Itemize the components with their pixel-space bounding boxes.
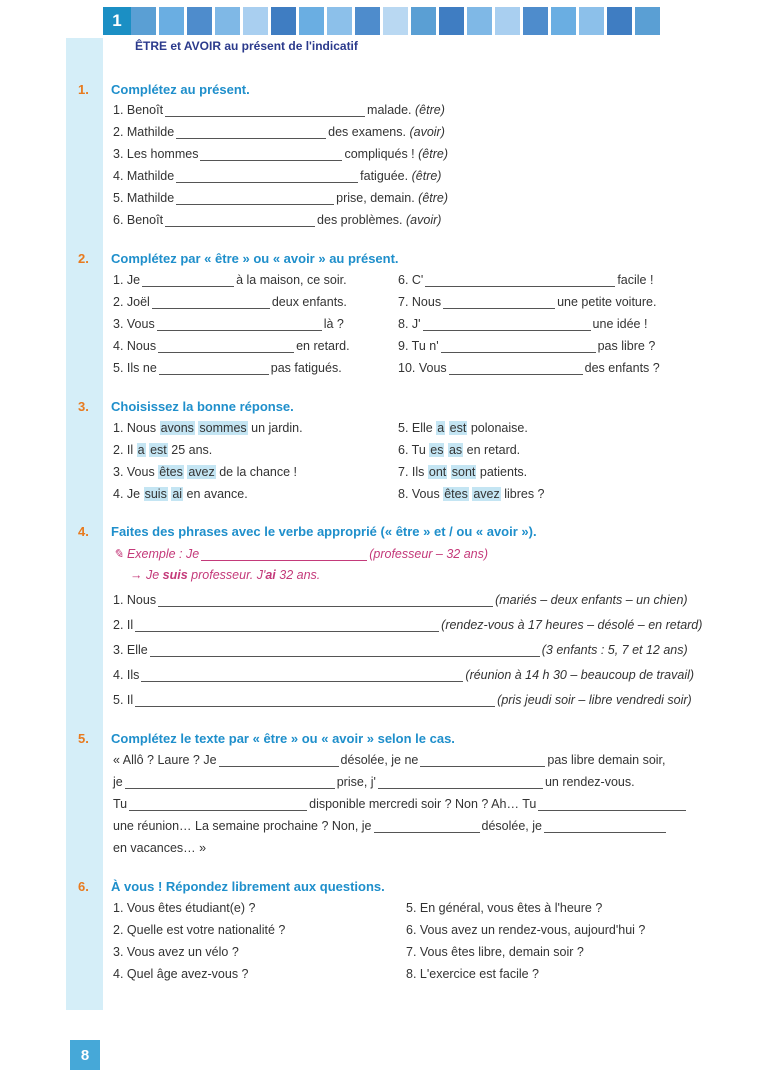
- choice-option[interactable]: sont: [451, 465, 476, 479]
- question-item: 5. En général, vous êtes à l'heure ?: [406, 901, 603, 915]
- exercise-instruction: Faites des phrases avec le verbe approprié (« être » et / ou « avoir »).: [111, 524, 537, 539]
- exercise-item: 1. Je à la maison, ce soir.: [113, 273, 347, 287]
- exercise-item: 9. Tu n' pas libre ?: [398, 339, 656, 353]
- question-item: 8. L'exercice est facile ?: [406, 967, 540, 981]
- choice-option[interactable]: êtes: [159, 465, 183, 479]
- exercise-number: 6.: [78, 879, 89, 894]
- choice-option[interactable]: avez: [188, 465, 215, 479]
- exercise-number: 1.: [78, 82, 89, 97]
- exercise-number: 3.: [78, 399, 89, 414]
- exercise-item: 5. Mathilde prise, demain. (être): [113, 191, 449, 205]
- exercise-item: 7. Ils ont sont patients.: [398, 465, 528, 479]
- choice-option[interactable]: ont: [428, 465, 447, 479]
- choice-option[interactable]: es: [430, 443, 444, 457]
- choice-option[interactable]: suis: [144, 487, 167, 501]
- pencil-icon: ✎: [113, 547, 127, 561]
- exercise-instruction: À vous ! Répondez librement aux questions.: [111, 879, 385, 894]
- exercise-item: 4. Mathilde fatiguée. (être): [113, 169, 442, 183]
- page-number: 8: [70, 1040, 100, 1070]
- exercise-instruction: Complétez au présent.: [111, 82, 250, 97]
- exercise-item: 3. Elle (3 enfants : 5, 7 et 12 ans): [113, 643, 688, 657]
- choice-option[interactable]: a: [437, 421, 445, 435]
- exercise-number: 5.: [78, 731, 89, 746]
- text-line: « Allô ? Laure ? Je désolée, je ne pas libre demain soir,: [113, 753, 666, 767]
- question-item: 6. Vous avez un rendez-vous, aujourd'hui ?: [406, 923, 646, 937]
- exercise-item: 2. Il a est 25 ans.: [113, 443, 213, 457]
- choice-option[interactable]: as: [448, 443, 463, 457]
- question-item: 2. Quelle est votre nationalité ?: [113, 923, 286, 937]
- choice-option[interactable]: avons: [160, 421, 194, 435]
- header-strip: [103, 7, 660, 35]
- exercise-item: 6. C' facile !: [398, 273, 654, 287]
- exercise-item: 8. Vous êtes avez libres ?: [398, 487, 545, 501]
- choice-option[interactable]: avez: [473, 487, 500, 501]
- exercise-item: 1. Nous avons sommes un jardin.: [113, 421, 303, 435]
- exercise-number: 4.: [78, 524, 89, 539]
- choice-option[interactable]: est: [150, 443, 167, 457]
- exercise-item: 5. Elle a est polonaise.: [398, 421, 528, 435]
- exercise-item: 2. Joël deux enfants.: [113, 295, 347, 309]
- question-item: 1. Vous êtes étudiant(e) ?: [113, 901, 256, 915]
- exercise-item: 5. Ils ne pas fatigués.: [113, 361, 342, 375]
- exercise-item: 7. Nous une petite voiture.: [398, 295, 657, 309]
- exercise-item: 5. Il (pris jeudi soir – libre vendredi soir): [113, 693, 692, 707]
- exercise-item: 3. Vous êtes avez de la chance !: [113, 465, 298, 479]
- exercise-item: 6. Tu es as en retard.: [398, 443, 521, 457]
- exercise-item: 1. Benoît malade. (être): [113, 103, 445, 117]
- choice-option[interactable]: a: [137, 443, 145, 457]
- exercise-instruction: Complétez le texte par « être » ou « avoir » selon le cas.: [111, 731, 455, 746]
- exercise-item: 4. Je suis ai en avance.: [113, 487, 248, 501]
- question-item: 4. Quel âge avez-vous ?: [113, 967, 249, 981]
- exercise-item: 3. Vous là ?: [113, 317, 344, 331]
- exercise-item: 3. Les hommes compliqués ! (être): [113, 147, 449, 161]
- exercise-item: 1. Nous (mariés – deux enfants – un chien): [113, 593, 688, 607]
- question-item: 7. Vous êtes libre, demain soir ?: [406, 945, 584, 959]
- text-line: en vacances… »: [113, 841, 207, 855]
- choice-option[interactable]: est: [449, 421, 467, 435]
- exercise-item: 2. Il (rendez-vous à 17 heures – désolé – en retard): [113, 618, 703, 632]
- example-answer: → Je suis professeur. J' ai 32 ans.: [130, 568, 321, 582]
- example-line: ✎ Exemple : Je (professeur – 32 ans): [113, 547, 489, 561]
- exercise-item: 6. Benoît des problèmes. (avoir): [113, 213, 442, 227]
- choice-option[interactable]: ai: [172, 487, 183, 501]
- chapter-subtitle: ÊTRE et AVOIR au présent de l'indicatif: [135, 39, 358, 53]
- text-line: une réunion… La semaine prochaine ? Non, je désolée, je: [113, 819, 668, 833]
- choice-option[interactable]: sommes: [199, 421, 247, 435]
- exercise-item: 4. Ils (réunion à 14 h 30 – beaucoup de travail): [113, 668, 695, 682]
- exercise-item: 8. J' une idée !: [398, 317, 648, 331]
- exercise-item: 10. Vous des enfants ?: [398, 361, 660, 375]
- exercise-number: 2.: [78, 251, 89, 266]
- exercise-instruction: Complétez par « être » ou « avoir » au présent.: [111, 251, 399, 266]
- chapter-number: 1: [103, 7, 131, 35]
- choice-option[interactable]: êtes: [444, 487, 468, 501]
- exercise-instruction: Choisissez la bonne réponse.: [111, 399, 294, 414]
- exercise-item: 2. Mathilde des examens. (avoir): [113, 125, 445, 139]
- text-line: Tu disponible mercredi soir ? Non ? Ah… Tu: [113, 797, 688, 811]
- text-line: je prise, j' un rendez-vous.: [113, 775, 635, 789]
- exercise-item: 4. Nous en retard.: [113, 339, 350, 353]
- question-item: 3. Vous avez un vélo ?: [113, 945, 239, 959]
